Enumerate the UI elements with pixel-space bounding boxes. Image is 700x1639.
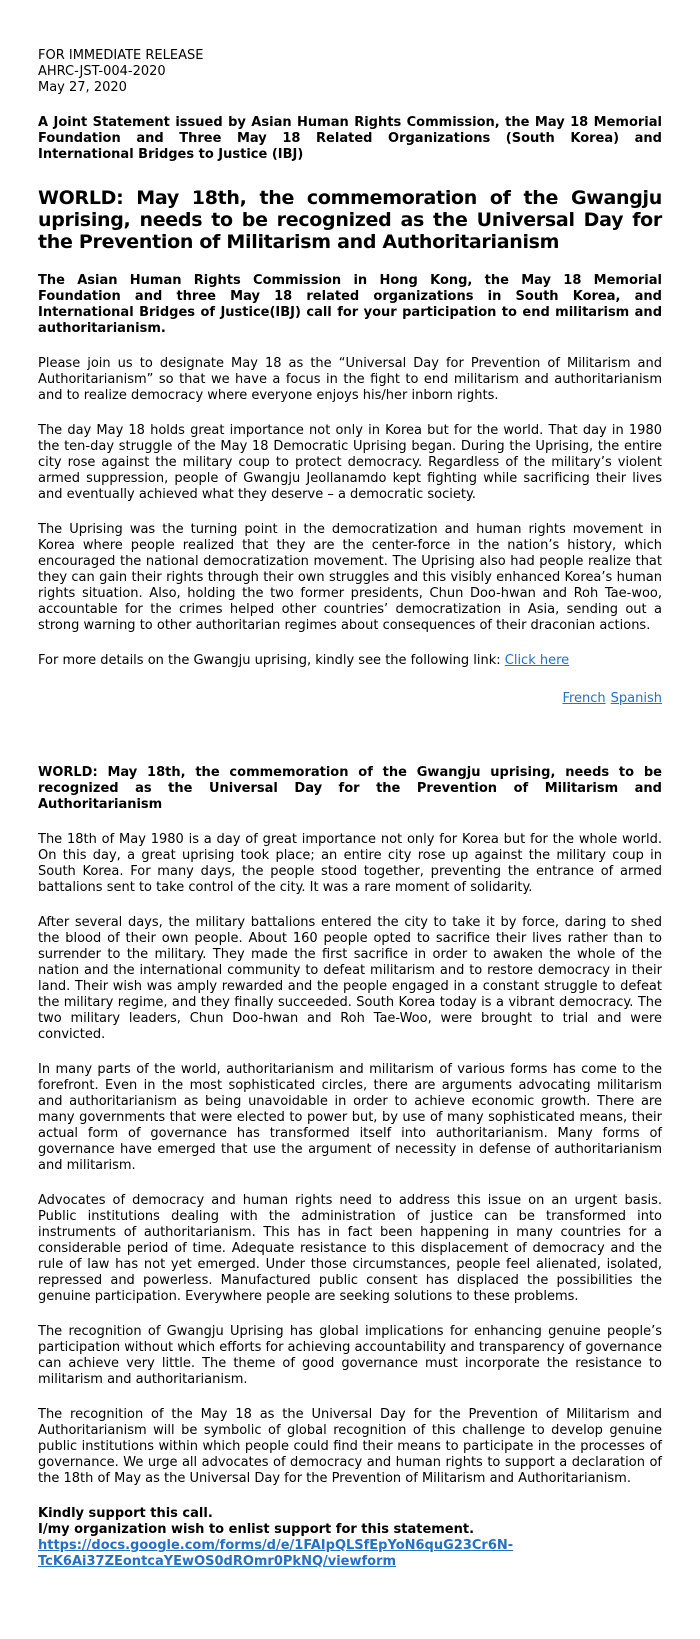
release-reference-number: AHRC-JST-004-2020	[38, 64, 166, 79]
support-instruction-line: I/my organization wish to enlist support for this statement.	[38, 1522, 475, 1537]
release-header	[38, 48, 662, 96]
click-here-link[interactable]: Click here	[504, 653, 570, 668]
statement-lead-paragraph: The Asian Human Rights Commission in Hong Kong, the May 18 Memorial Foundation and three May 18 related organizations in South Korea, and International Bridges of Justice(IBJ) call for your participation to end militarism and authoritarianism.	[38, 273, 662, 336]
support-call-line: Kindly support this call.	[38, 1506, 213, 1521]
release-date: May 27, 2020	[38, 80, 127, 95]
article-paragraph: In many parts of the world, authoritarianism and militarism of various forms has come to the forefront. Even in the most sophisticated circles, there are arguments advocating militarism and authoritarianism as being unavoidable in order to achieve economic growth. There are many governments that were elected to power but, by use of many sophisticated means, their actual form of governance has transformed itself into authoritarianism. Many forms of governance have emerged that use the argument of necessity in defense of authoritarianism and militarism.	[38, 1062, 662, 1173]
article-paragraph: The recognition of Gwangju Uprising has global implications for enhancing genuine people’s participation without which efforts for achieving accountability and transparency of governance can achieve very little. The theme of good governance must incorporate the resistance to militarism and authoritarianism.	[38, 1324, 662, 1387]
language-links	[38, 691, 662, 707]
article-paragraph: The recognition of the May 18 as the Universal Day for the Prevention of Militarism and Authoritarianism will be symbolic of global recognition of this challenge to develop genuine public institutions within which people could find their means to participate in the processes of governance. We urge all advocates of democracy and human rights to support a declaration of the 18th of May as the Universal Day for the Prevention of Militarism and Authoritarianism.	[38, 1407, 662, 1486]
spanish-translation-link[interactable]: Spanish	[610, 691, 662, 706]
statement-paragraph: The Uprising was the turning point in the democratization and human rights movement in Korea where people realized that they are the center-force in the nation’s history, which encouraged the national democratization movement. The Uprising also had people realize that they can gain their rights through their own struggles and this visibly enhanced Korea’s human rights situation. Also, holding the two former presidents, Chun Doo-hwan and Roh Tae-woo, accountable for the crimes helped other countries’ democratization in Asia, sending out a strong warning to other authoritarian regimes about consequences of their draconian actions.	[38, 522, 662, 633]
more-details-text: For more details on the Gwangju uprising, kindly see the following link:	[38, 653, 505, 668]
french-translation-link[interactable]: French	[562, 691, 606, 706]
joint-statement-attribution: A Joint Statement issued by Asian Human Rights Commission, the May 18 Memorial Foundation and Three May 18 Related Organizations (South Korea) and International Bridges to Justice (IBJ)	[38, 115, 662, 162]
statement-paragraph: Please join us to designate May 18 as the “Universal Day for Prevention of Militarism and Authoritarianism” so that we have a focus in the fight to end militarism and authoritarianism and to realize democracy where everyone enjoys his/her inborn rights.	[38, 356, 662, 403]
support-form-link-wrap	[38, 1538, 662, 1570]
release-type-line: FOR IMMEDIATE RELEASE	[38, 48, 204, 63]
article-paragraph: After several days, the military battalions entered the city to take it by force, daring to shed the blood of their own people. About 160 people opted to sacrifice their lives rather than to surrender to the military. They made the first sacrifice in order to awaken the whole of the nation and the international community to defeat militarism and to restore democracy in their land. Their wish was amply rewarded and the people engaged in a constant struggle to defeat the military regime, and they finally succeeded. South Korea today is a vibrant democracy. The two military leaders, Chun Doo-hwan and Roh Tae-Woo, were brought to trial and were convicted.	[38, 915, 662, 1042]
page-title: WORLD: May 18th, the commemoration of the Gwangju uprising, needs to be recognized as the Universal Day for the Prevention of Militarism and Authoritarianism	[38, 187, 662, 253]
support-call-block	[38, 1506, 662, 1570]
google-form-link[interactable]: https://docs.google.com/forms/d/e/1FAIpQLSfEpYoN6quG23Cr6N-TcK6Ai37ZEontcaYEwOS0dROmr0PkNQ/viewform	[38, 1538, 514, 1569]
article-heading: WORLD: May 18th, the commemoration of the Gwangju uprising, needs to be recognized as the Universal Day for the Prevention of Militarism and Authoritarianism	[38, 765, 662, 812]
article-paragraph: The 18th of May 1980 is a day of great importance not only for Korea but for the whole world. On this day, a great uprising took place; an entire city rose up against the military coup in South Korea. For many days, the people stood together, preventing the entrance of armed battalions sent to take control of the city. It was a rare moment of solidarity.	[38, 832, 662, 895]
statement-paragraph: The day May 18 holds great importance not only in Korea but for the world. That day in 1980 the ten-day struggle of the May 18 Democratic Uprising began. During the Uprising, the entire city rose against the military coup to protect democracy. Regardless of the military’s violent armed suppression, people of Gwangju Jeollanamdo kept fighting while sacrificing their lives and eventually achieved what they deserve – a democratic society.	[38, 423, 662, 502]
more-details-line	[38, 653, 662, 669]
article-paragraph: Advocates of democracy and human rights need to address this issue on an urgent basis. Public institutions dealing with the administration of justice can be transformed into instruments of authoritarianism. This has in fact been happening in many countries for a considerable period of time. Adequate resistance to this displacement of democracy and the rule of law has not yet emerged. Under those circumstances, people feel alienated, isolated, repressed and powerless. Manufactured public consent has displaced the possibilities the genuine participation. Everywhere people are seeking solutions to these problems.	[38, 1193, 662, 1304]
